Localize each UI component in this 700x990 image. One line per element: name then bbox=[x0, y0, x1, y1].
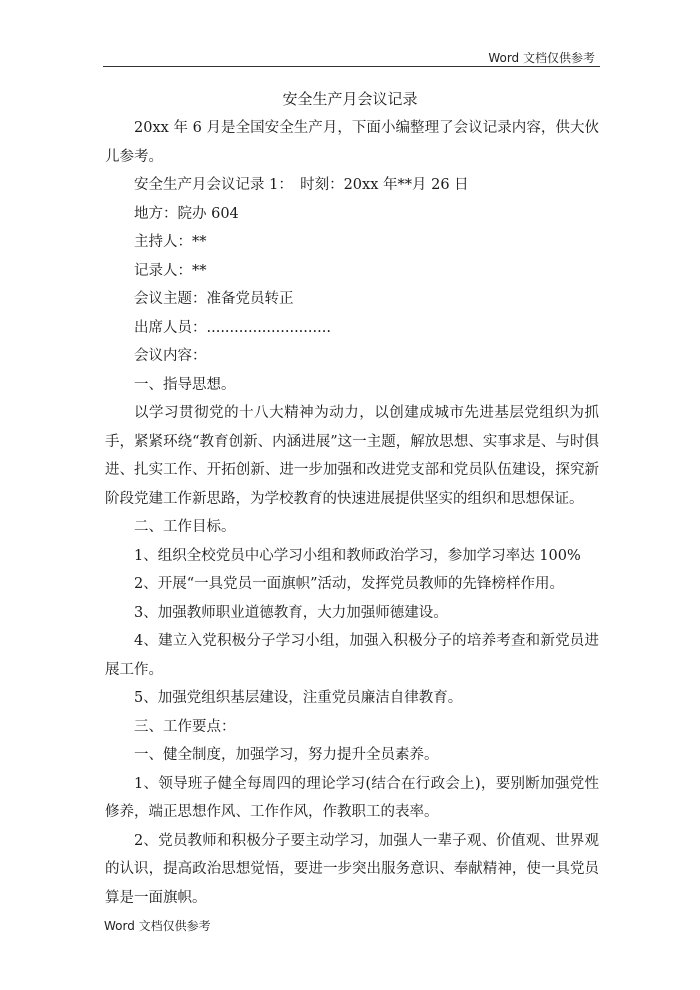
document-title: 安全生产月会议记录 bbox=[282, 90, 418, 108]
paragraph: 20xx 年 6 月是全国安全生产月，下面小编整理了会议记录内容，供大伙儿参考。 bbox=[105, 120, 599, 165]
paragraph: 一、指导思想。 bbox=[134, 376, 236, 393]
paragraph: 二、工作目标。 bbox=[134, 519, 236, 535]
paragraph: 主持人：** bbox=[134, 234, 207, 250]
page-footer: Word 文档仅供参考 bbox=[104, 919, 211, 933]
document-body bbox=[105, 114, 599, 912]
paragraph: 安全生产月会议记录 1： 时刻：20xx 年**月 26 日 bbox=[134, 177, 469, 193]
paragraph: 会议内容： bbox=[134, 348, 207, 364]
paragraph: 3、加强教师职业道德教育，大力加强师德建设。 bbox=[134, 604, 448, 621]
paragraph: 1、组织全校党员中心学习小组和教师政治学习，参加学习率达 100% bbox=[134, 547, 581, 564]
paragraph: 4、建立入党积极分子学习小组，加强入积极分子的培养考查和新党员进展工作。 bbox=[105, 633, 599, 678]
header-divider bbox=[103, 66, 600, 67]
paragraph: 会议主题：准备党员转正 bbox=[134, 291, 294, 307]
paragraph: 记录人：** bbox=[134, 262, 207, 279]
paragraph: 出席人员：........................... bbox=[134, 319, 331, 336]
paragraph: 三、工作要点： bbox=[134, 718, 236, 735]
paragraph: 以学习贯彻党的十八大精神为动力，以创建成城市先进基层党组织为抓手，紧紧环绕“教育创新、内涵进展”这一主题，解放思想、实事求是、与时俱进、扎实工作、开拓创新、进一步加强和改进党支部和党员队伍建设，探究新阶段党建工作新思路，为学校教育的快速进展提供坚实的组织和思想保证。 bbox=[105, 405, 599, 507]
paragraph: 2、党员教师和积极分子要主动学习，加强人一辈子观、价值观、世界观的认识，提高政治思想觉悟，要进一步突出服务意识、奉献精神，使一具党员算是一面旗帜。 bbox=[105, 832, 599, 906]
page-header: Word 文档仅供参考 bbox=[488, 51, 595, 65]
paragraph: 2、开展“一具党员一面旗帜”活动，发挥党员教师的先锋榜样作用。 bbox=[134, 576, 565, 592]
paragraph: 地方：院办 604 bbox=[134, 205, 239, 222]
paragraph: 1、领导班子健全每周四的理论学习(结合在行政会上)，要别断加强党性修养，端正思想作风、工作作风，作教职工的表率。 bbox=[105, 775, 599, 820]
paragraph: 5、加强党组织基层建设，注重党员廉洁自律教育。 bbox=[134, 690, 463, 706]
paragraph: 一、健全制度，加强学习，努力提升全员素养。 bbox=[134, 747, 439, 763]
